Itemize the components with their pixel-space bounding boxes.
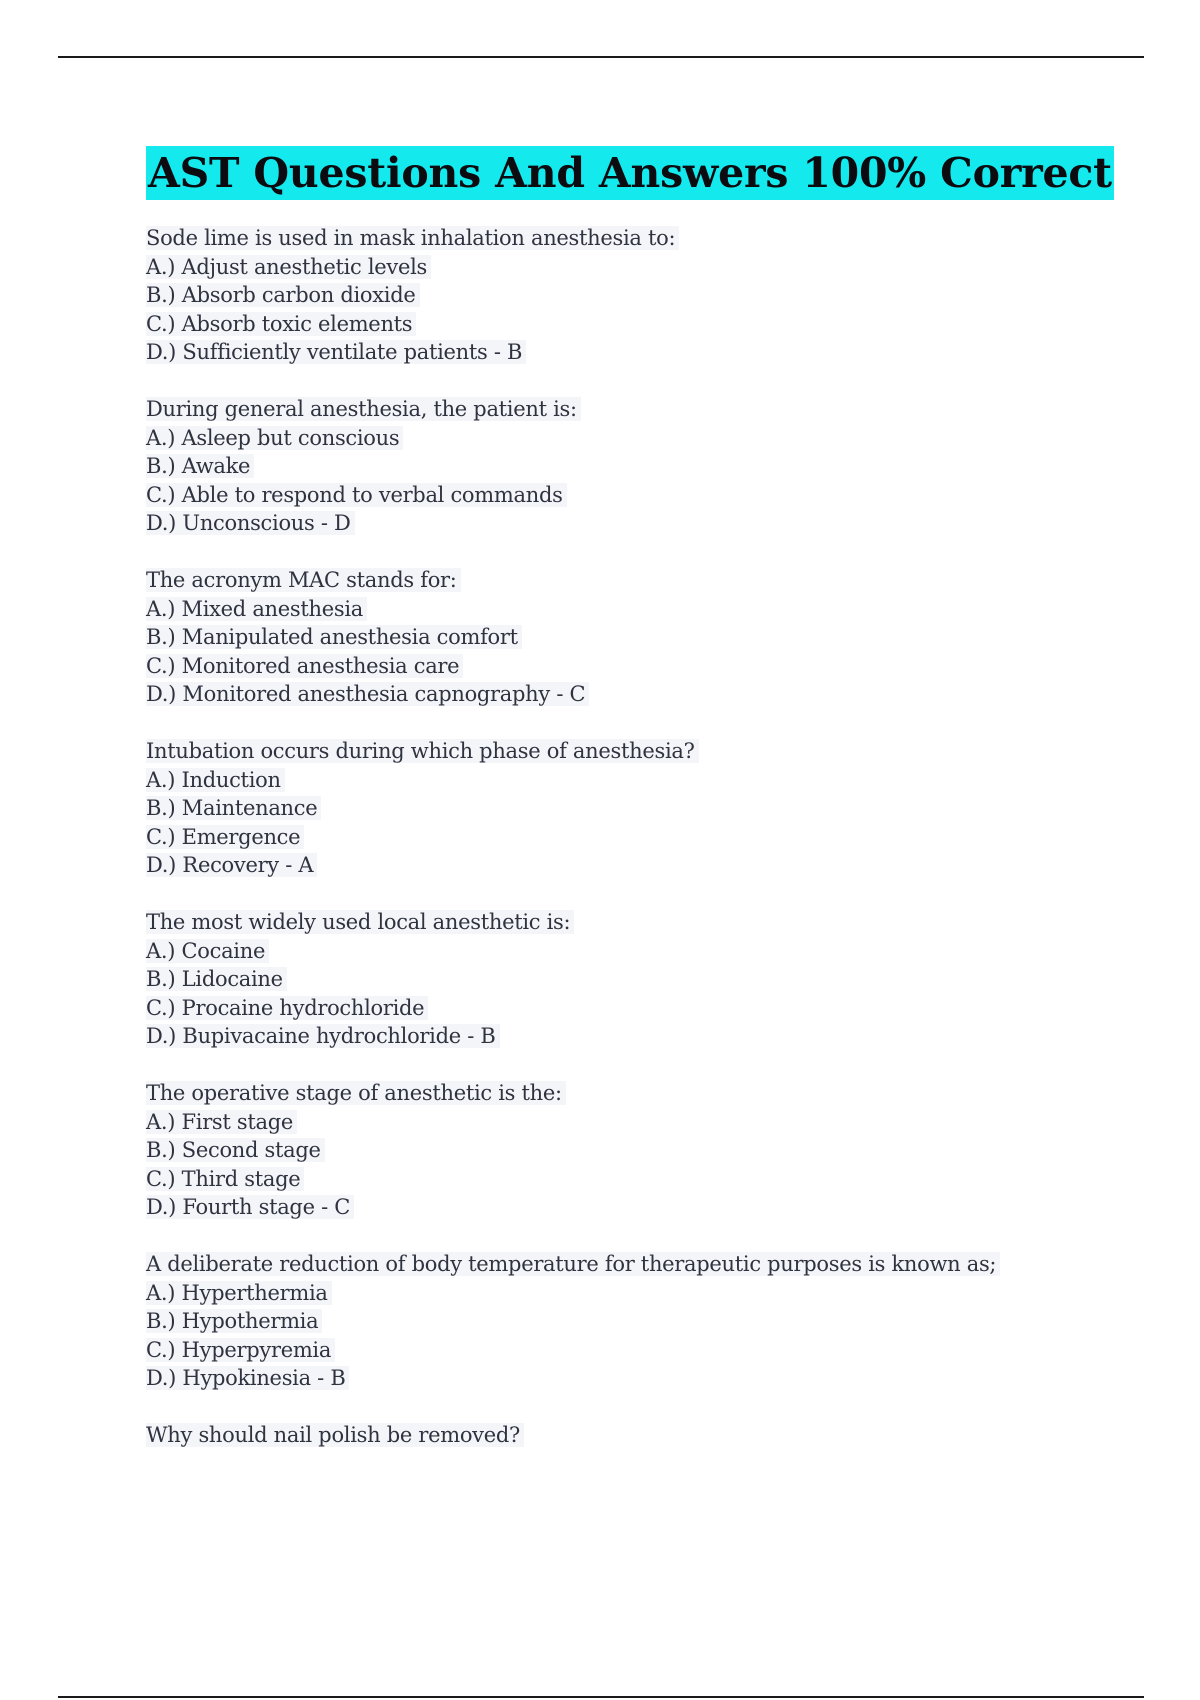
answer-option — [146, 1136, 1106, 1165]
question-label: The operative stage of anesthetic is the: — [146, 1081, 566, 1105]
answer-option-text: D.) Recovery - A — [146, 853, 317, 877]
answer-option — [146, 509, 1106, 538]
question-text — [146, 224, 1106, 253]
answer-option-text: D.) Fourth stage - C — [146, 1195, 354, 1219]
question-label: Sode lime is used in mask inhalation anesthesia to: — [146, 226, 679, 250]
header-rule — [58, 56, 1144, 58]
question-label: A deliberate reduction of body temperature for therapeutic purposes is known as; — [146, 1252, 1000, 1276]
question-text — [146, 1079, 1106, 1108]
question-block — [146, 1421, 1106, 1450]
answer-option-text: C.) Hyperpyremia — [146, 1338, 335, 1362]
answer-option-text: C.) Third stage — [146, 1167, 304, 1191]
answer-option-text: B.) Second stage — [146, 1138, 325, 1162]
question-block — [146, 908, 1106, 1051]
document-body — [146, 146, 1112, 1478]
question-text — [146, 1250, 1106, 1279]
question-text — [146, 566, 1106, 595]
answer-option-text: C.) Emergence — [146, 825, 304, 849]
question-label: The acronym MAC stands for: — [146, 568, 461, 592]
question-block — [146, 737, 1106, 880]
answer-option-text: A.) Asleep but conscious — [146, 426, 403, 450]
answer-option — [146, 1165, 1106, 1194]
answer-option-text: A.) Hyperthermia — [146, 1281, 332, 1305]
question-text — [146, 908, 1106, 937]
answer-option — [146, 680, 1106, 709]
answer-option — [146, 1336, 1106, 1365]
answer-option-text: C.) Monitored anesthesia care — [146, 654, 463, 678]
answer-option-text: A.) Mixed anesthesia — [146, 597, 367, 621]
answer-option-text: D.) Monitored anesthesia capnography - C — [146, 682, 589, 706]
answer-option-text: B.) Maintenance — [146, 796, 321, 820]
answer-option — [146, 452, 1106, 481]
answer-option — [146, 965, 1106, 994]
answer-option — [146, 481, 1106, 510]
answer-option — [146, 623, 1106, 652]
question-block — [146, 1079, 1106, 1222]
answer-option — [146, 595, 1106, 624]
question-block — [146, 395, 1106, 538]
answer-option — [146, 424, 1106, 453]
answer-option — [146, 994, 1106, 1023]
answer-option-text: D.) Sufficiently ventilate patients - B — [146, 340, 526, 364]
question-label: Why should nail polish be removed? — [146, 1423, 524, 1447]
answer-option-text: C.) Procaine hydrochloride — [146, 996, 428, 1020]
question-text — [146, 737, 1106, 766]
question-list — [146, 224, 1106, 1450]
answer-option-text: A.) First stage — [146, 1110, 297, 1134]
question-label: During general anesthesia, the patient is: — [146, 397, 581, 421]
question-text — [146, 1421, 1106, 1450]
footer-rule — [58, 1696, 1144, 1698]
answer-option-text: B.) Lidocaine — [146, 967, 287, 991]
answer-option — [146, 310, 1106, 339]
answer-option — [146, 281, 1106, 310]
question-label: The most widely used local anesthetic is: — [146, 910, 574, 934]
question-label: Intubation occurs during which phase of anesthesia? — [146, 739, 699, 763]
answer-option — [146, 823, 1106, 852]
question-block — [146, 1250, 1106, 1393]
answer-option-text: D.) Hypokinesia - B — [146, 1366, 349, 1390]
answer-option — [146, 1193, 1106, 1222]
question-text — [146, 395, 1106, 424]
answer-option-text: C.) Able to respond to verbal commands — [146, 483, 567, 507]
answer-option-text: B.) Awake — [146, 454, 254, 478]
answer-option-text: A.) Adjust anesthetic levels — [146, 255, 431, 279]
answer-option-text: B.) Absorb carbon dioxide — [146, 283, 420, 307]
answer-option — [146, 1279, 1106, 1308]
answer-option-text: A.) Cocaine — [146, 939, 269, 963]
answer-option-text: D.) Bupivacaine hydrochloride - B — [146, 1024, 500, 1048]
answer-option — [146, 1307, 1106, 1336]
question-block — [146, 224, 1106, 367]
answer-option — [146, 766, 1106, 795]
answer-option — [146, 937, 1106, 966]
answer-option — [146, 794, 1106, 823]
document-title: AST Questions And Answers 100% Correct — [146, 146, 1114, 200]
answer-option — [146, 1022, 1106, 1051]
answer-option — [146, 1108, 1106, 1137]
answer-option — [146, 1364, 1106, 1393]
answer-option-text: D.) Unconscious - D — [146, 511, 355, 535]
answer-option — [146, 851, 1106, 880]
question-block — [146, 566, 1106, 709]
answer-option-text: B.) Manipulated anesthesia comfort — [146, 625, 522, 649]
answer-option — [146, 338, 1106, 367]
answer-option — [146, 253, 1106, 282]
answer-option-text: C.) Absorb toxic elements — [146, 312, 416, 336]
answer-option-text: A.) Induction — [146, 768, 285, 792]
answer-option-text: B.) Hypothermia — [146, 1309, 322, 1333]
answer-option — [146, 652, 1106, 681]
